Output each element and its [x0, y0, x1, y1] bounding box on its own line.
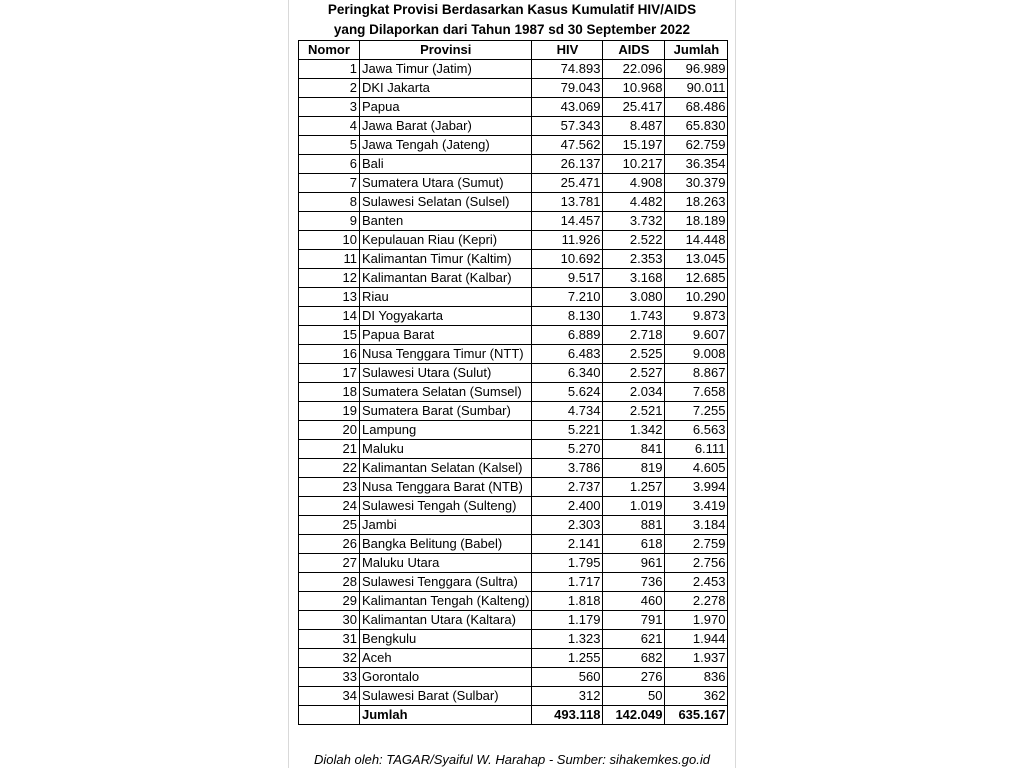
- cell-jumlah: 12.685: [665, 269, 728, 288]
- cell-nomor: 25: [299, 516, 360, 535]
- cell-jumlah: 2.278: [665, 592, 728, 611]
- cell-hiv: 43.069: [532, 98, 603, 117]
- cell-provinsi: Kalimantan Barat (Kalbar): [360, 269, 532, 288]
- cell-provinsi: Papua Barat: [360, 326, 532, 345]
- cell-nomor: 6: [299, 155, 360, 174]
- cell-provinsi: Bali: [360, 155, 532, 174]
- cell-jumlah: 3.419: [665, 497, 728, 516]
- total-jumlah: 635.167: [665, 706, 728, 725]
- cell-provinsi: Bangka Belitung (Babel): [360, 535, 532, 554]
- cell-jumlah: 18.263: [665, 193, 728, 212]
- cell-nomor: 20: [299, 421, 360, 440]
- cell-provinsi: Kepulauan Riau (Kepri): [360, 231, 532, 250]
- cell-hiv: 74.893: [532, 60, 603, 79]
- table-row: [299, 250, 728, 269]
- cell-jumlah: 1.970: [665, 611, 728, 630]
- cell-provinsi: Nusa Tenggara Barat (NTB): [360, 478, 532, 497]
- cell-nomor: 7: [299, 174, 360, 193]
- table-title-line2: yang Dilaporkan dari Tahun 1987 sd 30 September 2022: [333, 22, 691, 37]
- cell-aids: 15.197: [603, 136, 665, 155]
- table-row: [299, 383, 728, 402]
- cell-aids: 1.743: [603, 307, 665, 326]
- total-label: Jumlah: [360, 706, 532, 725]
- table-row: [299, 535, 728, 554]
- cell-nomor: 2: [299, 79, 360, 98]
- hiv-aids-table: [298, 40, 728, 725]
- cell-provinsi: Bengkulu: [360, 630, 532, 649]
- header-hiv: HIV: [532, 41, 603, 60]
- cell-aids: 2.527: [603, 364, 665, 383]
- cell-aids: 2.718: [603, 326, 665, 345]
- table-row: [299, 630, 728, 649]
- cell-provinsi: Maluku: [360, 440, 532, 459]
- cell-aids: 3.168: [603, 269, 665, 288]
- cell-jumlah: 36.354: [665, 155, 728, 174]
- cell-nomor: 13: [299, 288, 360, 307]
- cell-hiv: 1.179: [532, 611, 603, 630]
- cell-hiv: 11.926: [532, 231, 603, 250]
- cell-aids: 2.034: [603, 383, 665, 402]
- cell-hiv: 1.323: [532, 630, 603, 649]
- cell-nomor: 32: [299, 649, 360, 668]
- cell-aids: 3.080: [603, 288, 665, 307]
- cell-aids: 2.522: [603, 231, 665, 250]
- cell-jumlah: 90.011: [665, 79, 728, 98]
- cell-provinsi: Jawa Tengah (Jateng): [360, 136, 532, 155]
- cell-hiv: 1.795: [532, 554, 603, 573]
- cell-hiv: 57.343: [532, 117, 603, 136]
- cell-nomor: 22: [299, 459, 360, 478]
- cell-hiv: 5.624: [532, 383, 603, 402]
- header-provinsi: Provinsi: [360, 41, 532, 60]
- table-row: [299, 402, 728, 421]
- cell-provinsi: Sumatera Utara (Sumut): [360, 174, 532, 193]
- table-row: [299, 231, 728, 250]
- cell-nomor: 12: [299, 269, 360, 288]
- cell-provinsi: Gorontalo: [360, 668, 532, 687]
- cell-aids: 1.257: [603, 478, 665, 497]
- cell-provinsi: Sulawesi Tenggara (Sultra): [360, 573, 532, 592]
- cell-jumlah: 836: [665, 668, 728, 687]
- cell-aids: 1.019: [603, 497, 665, 516]
- table-row: [299, 649, 728, 668]
- cell-nomor: 23: [299, 478, 360, 497]
- cell-nomor: 1: [299, 60, 360, 79]
- table-row: [299, 345, 728, 364]
- cell-nomor: 11: [299, 250, 360, 269]
- cell-aids: 736: [603, 573, 665, 592]
- cell-provinsi: Sulawesi Barat (Sulbar): [360, 687, 532, 706]
- cell-jumlah: 30.379: [665, 174, 728, 193]
- cell-hiv: 79.043: [532, 79, 603, 98]
- cell-nomor: 5: [299, 136, 360, 155]
- cell-hiv: 2.400: [532, 497, 603, 516]
- cell-jumlah: 3.184: [665, 516, 728, 535]
- cell-jumlah: 68.486: [665, 98, 728, 117]
- cell-provinsi: Aceh: [360, 649, 532, 668]
- table-row: [299, 136, 728, 155]
- cell-jumlah: 13.045: [665, 250, 728, 269]
- total-aids: 142.049: [603, 706, 665, 725]
- table-row: [299, 592, 728, 611]
- cell-hiv: 9.517: [532, 269, 603, 288]
- cell-hiv: 26.137: [532, 155, 603, 174]
- cell-hiv: 5.221: [532, 421, 603, 440]
- table-body: [299, 60, 728, 706]
- table-row: [299, 611, 728, 630]
- cell-hiv: 312: [532, 687, 603, 706]
- cell-jumlah: 9.008: [665, 345, 728, 364]
- table-row: [299, 212, 728, 231]
- cell-hiv: 2.141: [532, 535, 603, 554]
- table-row: [299, 497, 728, 516]
- cell-hiv: 13.781: [532, 193, 603, 212]
- cell-hiv: 6.483: [532, 345, 603, 364]
- cell-provinsi: Jawa Barat (Jabar): [360, 117, 532, 136]
- cell-jumlah: 1.937: [665, 649, 728, 668]
- cell-provinsi: DI Yogyakarta: [360, 307, 532, 326]
- cell-nomor: 18: [299, 383, 360, 402]
- cell-aids: 25.417: [603, 98, 665, 117]
- cell-nomor: 34: [299, 687, 360, 706]
- cell-provinsi: DKI Jakarta: [360, 79, 532, 98]
- header-row: [299, 41, 728, 60]
- cell-provinsi: Kalimantan Timur (Kaltim): [360, 250, 532, 269]
- cell-hiv: 1.818: [532, 592, 603, 611]
- table-row: [299, 478, 728, 497]
- cell-aids: 621: [603, 630, 665, 649]
- cell-aids: 2.521: [603, 402, 665, 421]
- cell-aids: 22.096: [603, 60, 665, 79]
- header-aids: AIDS: [603, 41, 665, 60]
- cell-provinsi: Maluku Utara: [360, 554, 532, 573]
- cell-nomor: 33: [299, 668, 360, 687]
- cell-aids: 276: [603, 668, 665, 687]
- cell-jumlah: 62.759: [665, 136, 728, 155]
- cell-jumlah: 6.111: [665, 440, 728, 459]
- cell-jumlah: 2.453: [665, 573, 728, 592]
- cell-provinsi: Sumatera Selatan (Sumsel): [360, 383, 532, 402]
- cell-hiv: 1.717: [532, 573, 603, 592]
- cell-nomor: 9: [299, 212, 360, 231]
- cell-provinsi: Jawa Timur (Jatim): [360, 60, 532, 79]
- cell-provinsi: Kalimantan Tengah (Kalteng): [360, 592, 532, 611]
- total-hiv: 493.118: [532, 706, 603, 725]
- cell-aids: 791: [603, 611, 665, 630]
- cell-jumlah: 2.759: [665, 535, 728, 554]
- cell-aids: 4.908: [603, 174, 665, 193]
- cell-jumlah: 9.873: [665, 307, 728, 326]
- cell-hiv: 6.340: [532, 364, 603, 383]
- cell-aids: 4.482: [603, 193, 665, 212]
- cell-jumlah: 9.607: [665, 326, 728, 345]
- cell-aids: 961: [603, 554, 665, 573]
- cell-aids: 618: [603, 535, 665, 554]
- table-row: [299, 117, 728, 136]
- cell-provinsi: Lampung: [360, 421, 532, 440]
- table-row: [299, 269, 728, 288]
- table-row: [299, 98, 728, 117]
- cell-hiv: 14.457: [532, 212, 603, 231]
- cell-aids: 881: [603, 516, 665, 535]
- table-row: [299, 60, 728, 79]
- table-row: [299, 193, 728, 212]
- cell-hiv: 3.786: [532, 459, 603, 478]
- cell-provinsi: Sumatera Barat (Sumbar): [360, 402, 532, 421]
- cell-hiv: 1.255: [532, 649, 603, 668]
- cell-nomor: 8: [299, 193, 360, 212]
- cell-aids: 3.732: [603, 212, 665, 231]
- total-row: [299, 706, 728, 725]
- cell-provinsi: Riau: [360, 288, 532, 307]
- cell-jumlah: 65.830: [665, 117, 728, 136]
- cell-hiv: 560: [532, 668, 603, 687]
- cell-aids: 460: [603, 592, 665, 611]
- cell-nomor: 4: [299, 117, 360, 136]
- cell-provinsi: Kalimantan Selatan (Kalsel): [360, 459, 532, 478]
- cell-nomor: 31: [299, 630, 360, 649]
- cell-provinsi: Jambi: [360, 516, 532, 535]
- table-row: [299, 516, 728, 535]
- cell-provinsi: Sulawesi Utara (Sulut): [360, 364, 532, 383]
- cell-jumlah: 7.255: [665, 402, 728, 421]
- table-row: [299, 364, 728, 383]
- cell-nomor: 15: [299, 326, 360, 345]
- table-row: [299, 288, 728, 307]
- table-row: [299, 440, 728, 459]
- cell-nomor: 28: [299, 573, 360, 592]
- cell-hiv: 25.471: [532, 174, 603, 193]
- table-row: [299, 155, 728, 174]
- cell-aids: 841: [603, 440, 665, 459]
- cell-aids: 2.525: [603, 345, 665, 364]
- cell-nomor: 30: [299, 611, 360, 630]
- table-row: [299, 174, 728, 193]
- cell-aids: 8.487: [603, 117, 665, 136]
- table-row: [299, 307, 728, 326]
- cell-jumlah: 6.563: [665, 421, 728, 440]
- cell-hiv: 2.737: [532, 478, 603, 497]
- cell-hiv: 10.692: [532, 250, 603, 269]
- table-row: [299, 554, 728, 573]
- cell-provinsi: Banten: [360, 212, 532, 231]
- spreadsheet-page: [288, 0, 736, 768]
- cell-jumlah: 18.189: [665, 212, 728, 231]
- source-footer: Diolah oleh: TAGAR/Syaiful W. Harahap - Sumber: sihakemkes.go.id: [314, 752, 710, 767]
- cell-nomor: 26: [299, 535, 360, 554]
- table-row: [299, 326, 728, 345]
- cell-provinsi: Sulawesi Selatan (Sulsel): [360, 193, 532, 212]
- cell-jumlah: 8.867: [665, 364, 728, 383]
- cell-provinsi: Papua: [360, 98, 532, 117]
- table-row: [299, 687, 728, 706]
- cell-nomor: 24: [299, 497, 360, 516]
- table-row: [299, 668, 728, 687]
- table-title-line1: Peringkat Provisi Berdasarkan Kasus Kumulatif HIV/AIDS: [327, 2, 697, 17]
- cell-aids: 10.217: [603, 155, 665, 174]
- cell-nomor: 29: [299, 592, 360, 611]
- cell-jumlah: 96.989: [665, 60, 728, 79]
- header-jumlah: Jumlah: [665, 41, 728, 60]
- cell-nomor: 10: [299, 231, 360, 250]
- cell-aids: 682: [603, 649, 665, 668]
- cell-nomor: 27: [299, 554, 360, 573]
- table-row: [299, 573, 728, 592]
- cell-hiv: 6.889: [532, 326, 603, 345]
- cell-nomor: 17: [299, 364, 360, 383]
- cell-hiv: 5.270: [532, 440, 603, 459]
- cell-aids: 50: [603, 687, 665, 706]
- cell-hiv: 4.734: [532, 402, 603, 421]
- cell-nomor: 16: [299, 345, 360, 364]
- cell-jumlah: 10.290: [665, 288, 728, 307]
- cell-provinsi: Sulawesi Tengah (Sulteng): [360, 497, 532, 516]
- cell-aids: 10.968: [603, 79, 665, 98]
- cell-hiv: 47.562: [532, 136, 603, 155]
- table-row: [299, 79, 728, 98]
- cell-nomor: 14: [299, 307, 360, 326]
- table-row: [299, 459, 728, 478]
- cell-jumlah: 362: [665, 687, 728, 706]
- cell-jumlah: 7.658: [665, 383, 728, 402]
- cell-jumlah: 2.756: [665, 554, 728, 573]
- cell-provinsi: Nusa Tenggara Timur (NTT): [360, 345, 532, 364]
- cell-hiv: 2.303: [532, 516, 603, 535]
- cell-jumlah: 4.605: [665, 459, 728, 478]
- cell-nomor: 3: [299, 98, 360, 117]
- cell-aids: 819: [603, 459, 665, 478]
- cell-aids: 2.353: [603, 250, 665, 269]
- cell-jumlah: 14.448: [665, 231, 728, 250]
- cell-nomor: 21: [299, 440, 360, 459]
- header-nomor: Nomor: [299, 41, 360, 60]
- cell-jumlah: 1.944: [665, 630, 728, 649]
- cell-provinsi: Kalimantan Utara (Kaltara): [360, 611, 532, 630]
- cell-hiv: 8.130: [532, 307, 603, 326]
- cell-nomor: 19: [299, 402, 360, 421]
- total-blank-cell: [299, 706, 360, 725]
- cell-jumlah: 3.994: [665, 478, 728, 497]
- table-row: [299, 421, 728, 440]
- cell-hiv: 7.210: [532, 288, 603, 307]
- cell-aids: 1.342: [603, 421, 665, 440]
